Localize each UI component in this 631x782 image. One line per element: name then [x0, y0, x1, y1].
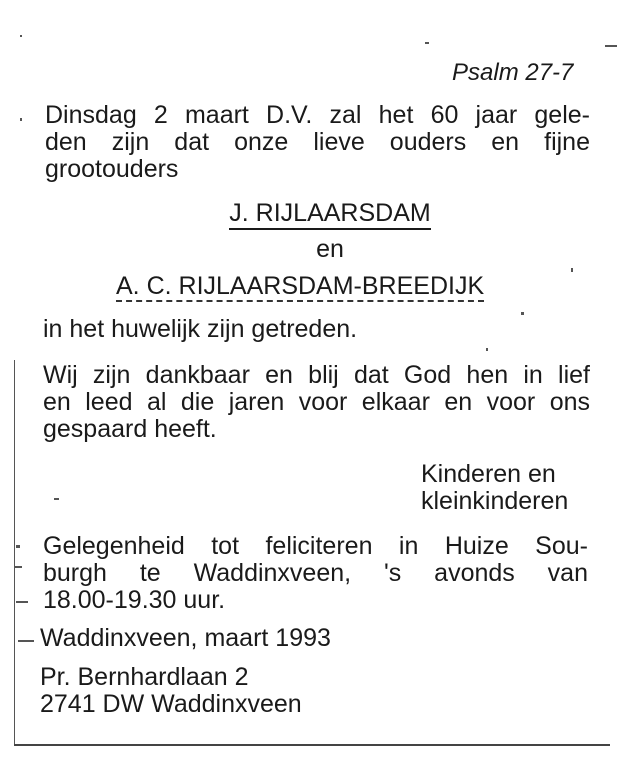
reception-line-3: 18.00-19.30 uur. — [43, 586, 226, 614]
scan-speck — [425, 42, 429, 44]
wife-name-row — [116, 273, 484, 300]
scan-speck — [521, 312, 524, 315]
clipping-bottom-edge — [14, 744, 610, 746]
scan-speck — [16, 545, 20, 548]
conjunction: en — [316, 235, 344, 263]
gratitude-line-3: gespaard heeft. — [43, 415, 217, 443]
clipping-left-edge — [14, 360, 15, 745]
scan-speck — [20, 35, 22, 37]
scan-speck — [486, 348, 488, 351]
married-line: in het huwelijk zijn getreden. — [43, 315, 358, 343]
gratitude-line-1: Wij zijn dankbaar en blij dat God hen in lief — [43, 361, 590, 389]
scan-speck — [16, 601, 28, 603]
address-street: Pr. Bernhardlaan 2 — [40, 663, 249, 691]
signature-line-2: kleinkinderen — [421, 487, 569, 515]
scan-speck — [18, 640, 34, 642]
wife-name: A. C. RIJLAARSDAM-BREEDIJK — [116, 272, 485, 300]
intro-line-1: Dinsdag 2 maart D.V. zal het 60 jaar gele- — [45, 101, 590, 129]
gratitude-line-2: en leed al die jaren voor elkaar en voor ons — [43, 388, 590, 416]
reception-line-2: burgh te Waddinxveen, 's avonds van — [43, 559, 588, 587]
address-city: 2741 DW Waddinxveen — [40, 690, 302, 718]
scan-speck — [54, 498, 59, 500]
scan-speck — [20, 118, 22, 121]
psalm-reference: Psalm 27-7 — [452, 59, 574, 86]
husband-name: J. RIJLAARSDAM — [229, 199, 430, 230]
reception-line-1: Gelegenheid tot feliciteren in Huize Sou- — [43, 532, 588, 560]
scan-speck — [571, 268, 573, 272]
place-date: Waddinxveen, maart 1993 — [40, 624, 331, 652]
intro-line-2: den zijn dat onze lieve ouders en fijne — [45, 128, 590, 156]
scan-speck — [605, 45, 617, 47]
intro-line-3: grootouders — [45, 155, 179, 183]
scan-speck — [14, 566, 22, 568]
signature-line-1: Kinderen en — [421, 460, 556, 488]
husband-name-row — [200, 200, 460, 227]
